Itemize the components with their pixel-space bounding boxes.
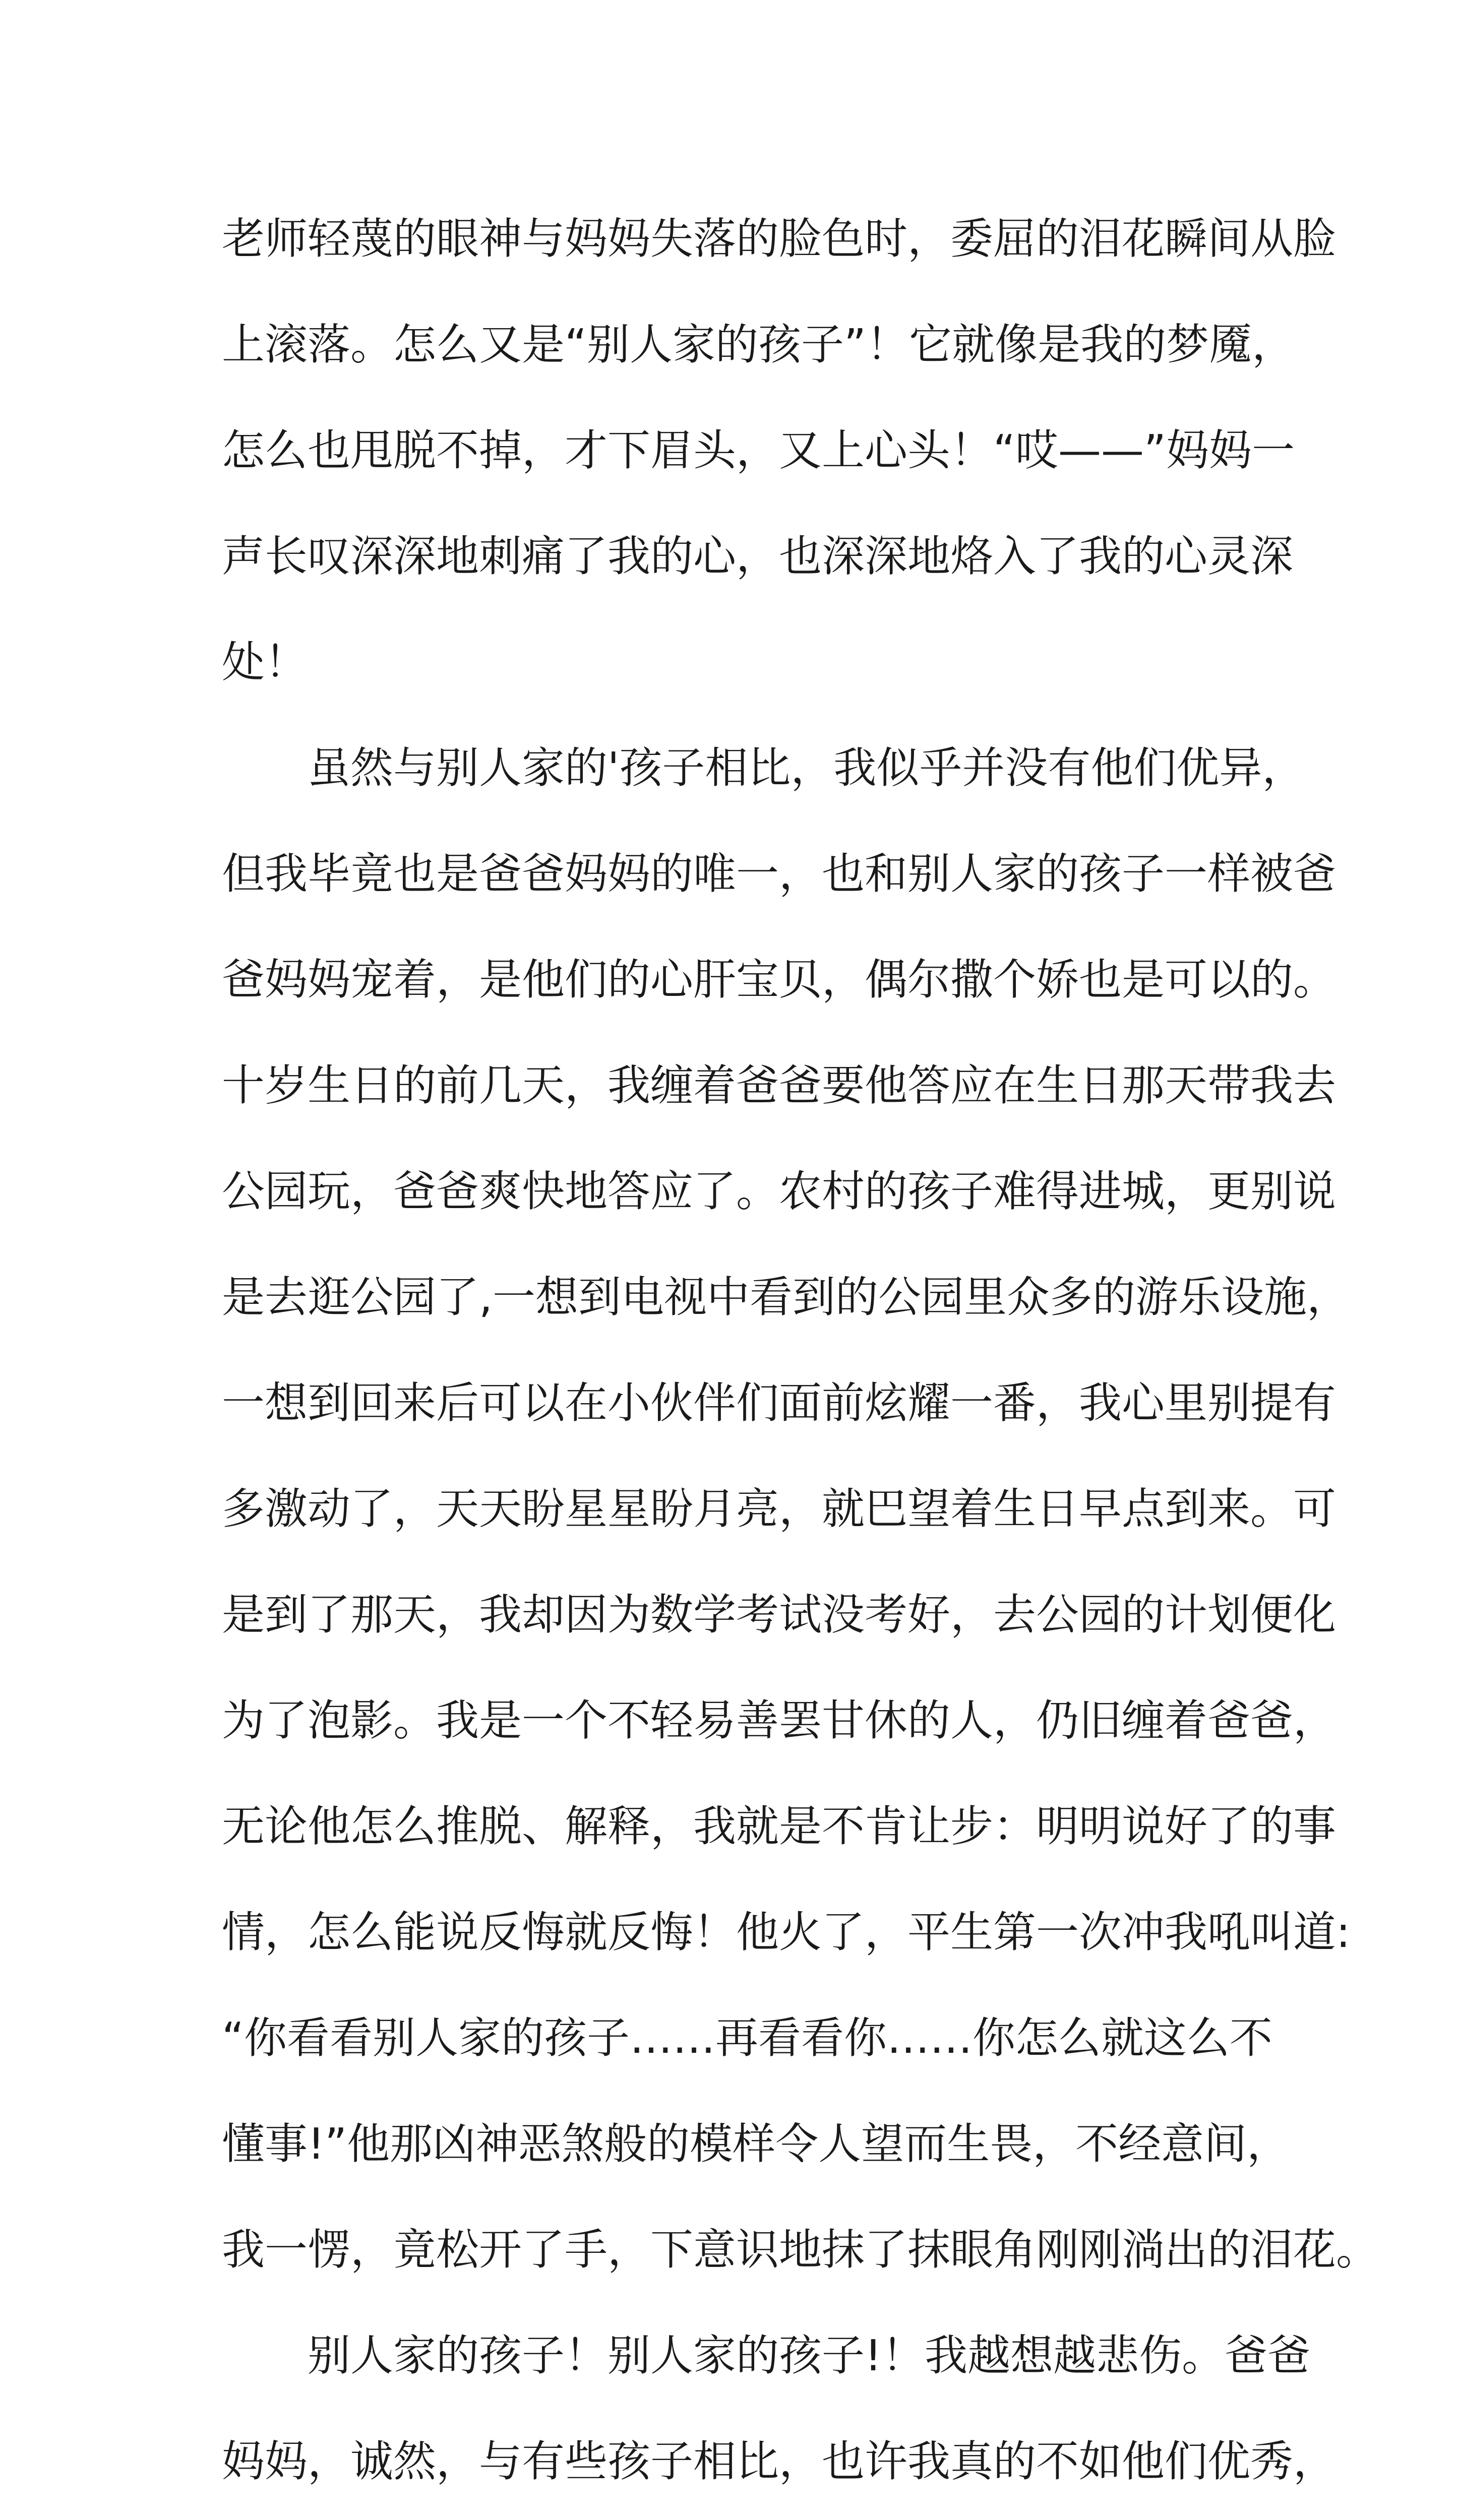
- text-line: 处！: [222, 638, 308, 687]
- text-line: 上滚落。怎么又是“别人家的孩子”！它就像是我的梦魇，: [222, 320, 1295, 370]
- text-line: [222, 2515, 1255, 2520]
- text-line: 一想到回来后可以在小伙伴们面前炫耀一番，我心里别提有: [222, 1378, 1336, 1428]
- paragraph-start-line: 虽然与别人家的'孩子相比，我似乎并没有他们优异，: [308, 743, 1305, 793]
- text-line: 十岁生日的前几天，我缠着爸爸要他答应在生日那天带我去: [222, 1061, 1336, 1111]
- text-line: 怎么也甩脱不掉，才下眉头，又上心头！“哎——”妈妈一: [222, 426, 1295, 476]
- text-line: 老师轻蔑的眼神与妈妈失落的脸色时，委屈的泪花瞬间从脸: [222, 214, 1336, 264]
- text-line: 懂事!”他那凶神恶煞般的模样令人望而生畏，不经意间，: [222, 2119, 1290, 2169]
- text-line: 是到了那天，我却因为数学考试没考好，去公园的计划便化: [222, 1590, 1336, 1640]
- text-line: 为了泡影。我是一个不轻易善罢甘休的人，仍旧缠着爸爸，: [222, 1696, 1336, 1746]
- text-line: 情，怎么能说反悔就反悔！他火了，平生第一次冲我吼叫道:: [222, 1908, 1351, 1958]
- text-line: 但我毕竟也是爸爸妈妈的唯一，也和别人家的孩子一样被爸: [222, 849, 1336, 899]
- body-text: [222, 186, 1379, 2520]
- text-line: 我一愣，竟松开了手，下意识地抹了抹眼角刚刚淌出的泪花。: [222, 2225, 1379, 2275]
- text-line: 多激动了，天天盼星星盼月亮，就巴望着生日早点到来。可: [222, 1484, 1336, 1534]
- text-line: 公园玩，爸爸爽快地答应了。农村的孩子难得进城，更别说: [222, 1167, 1336, 1217]
- text-line: “你看看别人家的孩子……再看看你……你怎么就这么不: [222, 2013, 1273, 2063]
- text-line: 无论他怎么推脱、解释，我就是不肯让步：明明说好了的事: [222, 1802, 1336, 1852]
- paragraph-start-line: 别人家的孩子！别人家的孩子!！我越想越悲伤。爸爸: [308, 2331, 1311, 2381]
- text-line: 爸妈妈宠着，是他们的心肝宝贝，偶尔撒个娇也是可以的。: [222, 955, 1336, 1005]
- text-line: 声长叹深深地刺痛了我的心，也深深地烙入了我的心灵深: [222, 532, 1294, 582]
- text-line: 是去逛公园了,一想到电视中看到的公园里众多的游乐设施，: [222, 1273, 1350, 1322]
- text-line: 妈妈，诚然，与有些孩子相比，也许我真的不如他们优秀，: [222, 2437, 1336, 2487]
